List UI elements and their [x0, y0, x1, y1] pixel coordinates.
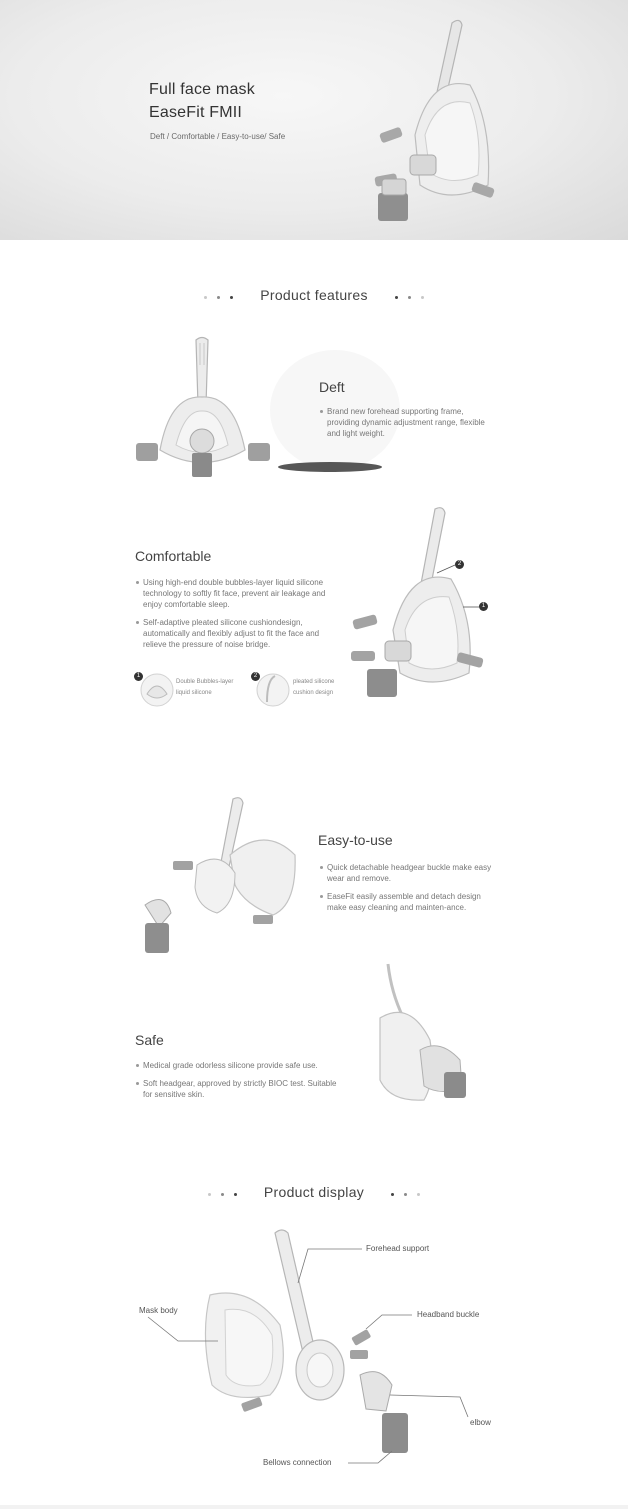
display-exploded-image	[130, 1225, 510, 1480]
features-section-title	[0, 287, 628, 304]
hero-title-line2: EaseFit FMII	[149, 104, 243, 121]
display-section-title	[0, 1184, 628, 1201]
safe-mask-side-image	[370, 960, 480, 1110]
comfortable-bullets	[136, 577, 326, 657]
hero-banner	[0, 0, 628, 240]
footer-divider	[0, 1505, 628, 1509]
easy-bullet-2: EaseFit easily assemble and detach design make easy cleaning and mainten-ance.	[320, 891, 498, 913]
label-bellows-connection: Bellows connection	[263, 1458, 332, 1467]
label-elbow: elbow	[470, 1418, 491, 1427]
safe-bullet-1: Medical grade odorless silicone provide safe use.	[136, 1060, 341, 1071]
hero-subtitle: Deft / Comfortable / Easy-to-use/ Safe	[150, 132, 286, 141]
deft-heading: Deft	[319, 379, 345, 395]
right-dots	[390, 288, 429, 304]
deft-bullet-1: Brand new forehead supporting frame, providing dynamic adjustment range, flexible and light weight.	[320, 406, 495, 439]
display-title-text: Product display	[263, 1184, 365, 1200]
easy-heading: Easy-to-use	[318, 832, 393, 848]
deft-bullets	[320, 406, 495, 446]
safe-heading: Safe	[135, 1032, 164, 1048]
safe-bullet-2: Soft headgear, approved by strictly BIOC test. Suitable for sensitive skin.	[136, 1078, 341, 1100]
safe-bullets	[136, 1060, 341, 1107]
hero-title	[149, 78, 255, 124]
detail1-label-line1: Double Bubbles-layer	[176, 679, 234, 685]
comfortable-heading: Comfortable	[135, 548, 212, 564]
detail2-label	[293, 677, 334, 699]
easy-exploded-image	[135, 795, 305, 965]
left-dots	[199, 288, 238, 304]
easy-bullet-1: Quick detachable headgear buckle make easy wear and remove.	[320, 862, 498, 884]
marker-2: 2	[455, 560, 464, 569]
right-dots-2	[386, 1185, 425, 1201]
label-headband-buckle: Headband buckle	[417, 1310, 480, 1319]
comfortable-bullet-2: Self-adaptive pleated silicone cushiondesign, automatically and flexibly adjust to fit the face and relieve the pressure of noise bridge.	[136, 617, 326, 650]
detail2-label-line2: cushion design	[293, 690, 334, 696]
detail2-label-line1: pleated silicone	[293, 679, 335, 685]
left-dots-2	[203, 1185, 242, 1201]
comfortable-bullet-1: Using high-end double bubbles-layer liquid silicone technology to softly fit face, prevent air leakage and enjoy comfortable sleep.	[136, 577, 326, 610]
features-title-text: Product features	[260, 287, 368, 303]
detail2-number: 2	[251, 672, 260, 681]
marker-1: 1	[479, 602, 488, 611]
detail1-image	[137, 672, 177, 706]
detail1-label-line2: liquid silicone	[176, 690, 212, 696]
label-mask-body: Mask body	[139, 1306, 178, 1315]
label-forehead-support: Forehead support	[366, 1244, 430, 1253]
hero-mask-image	[370, 15, 510, 230]
hero-title-line1: Full face mask	[149, 81, 255, 98]
detail1-number: 1	[134, 672, 143, 681]
easy-bullets	[320, 862, 498, 920]
detail1-label	[176, 677, 233, 699]
